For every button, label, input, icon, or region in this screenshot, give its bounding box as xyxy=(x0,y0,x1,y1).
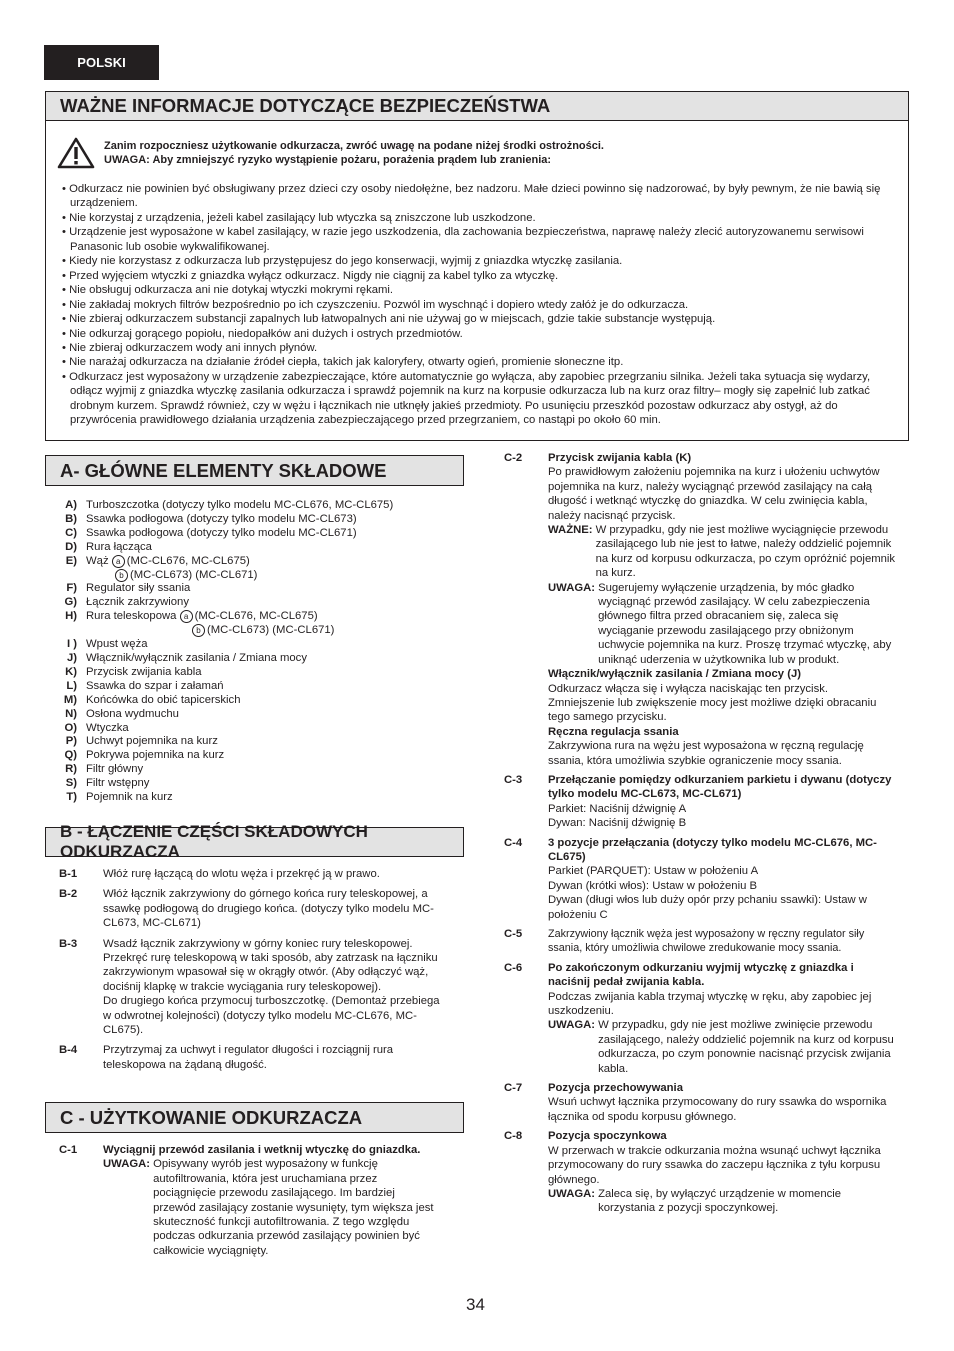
manual-text: Zakrzywiona rura na wężu jest wyposażona w ręczną regulację ssania, która umożliwia szybkie ograniczenie mocy ssania. xyxy=(548,740,864,767)
part-name: Ssawka podłogowa (dotyczy tylko modelu MC-CL673) xyxy=(86,512,357,525)
tube-variant-a: (MC-CL676, MC-CL675) xyxy=(194,610,318,623)
list-item xyxy=(60,582,393,596)
list-item xyxy=(60,638,393,652)
note-key: UWAGA: xyxy=(548,581,596,594)
circle-b-icon: b xyxy=(192,624,205,637)
safety-warning xyxy=(104,139,604,167)
part-letter: P) xyxy=(65,735,77,748)
list-item xyxy=(60,555,393,569)
step-label: C-3 xyxy=(504,773,523,786)
part-letter: G) xyxy=(64,596,77,609)
part-name: Rura łącząca xyxy=(86,540,152,553)
part-name: Włącznik/wyłącznik zasilania / Zmiana mocy xyxy=(86,651,307,664)
step-text: W przerwach w trakcie odkurzania można wsunąć uchwyt łącznika przymocowany do rury ssawka do zaczepu łącznika z tyłu korpusu głównego. xyxy=(548,1144,881,1186)
safety-bullet: • Nie narażaj odkurzacza na działanie źródeł ciepła, takich jak kaloryfery, otwarty ogień, promienie słoneczne itp. xyxy=(62,356,624,369)
list-item xyxy=(60,541,393,555)
part-letter: K) xyxy=(65,665,77,678)
hose-variant-b: (MC-CL673) (MC-CL671) xyxy=(130,568,258,581)
safety-bullet: • Nie zbieraj odkurzaczem substancji zapalnych lub łatwopalnych ani nie używaj go w miejscach, gdzie takie substancje występują. xyxy=(62,313,716,326)
warning-line-2: UWAGA: Aby zmniejszyć ryzyko wystąpienie pożaru, porażenia prądem lub zranienia: xyxy=(104,154,552,166)
step-label: C-5 xyxy=(504,928,523,940)
step-label: B-2 xyxy=(59,888,78,901)
part-name: Ssawka podłogowa (dotyczy tylko modelu MC-CL671) xyxy=(86,526,357,539)
step-important xyxy=(548,523,896,581)
step-heading: Przycisk zwijania kabla (K) xyxy=(548,452,692,464)
part-name: Turboszczotka (dotyczy tylko modelu MC-CL676, MC-CL675) xyxy=(86,499,394,511)
list-item xyxy=(60,527,393,541)
note-key: UWAGA: xyxy=(548,1187,596,1200)
circle-b-icon: b xyxy=(115,569,128,582)
part-name: Rura teleskopowa xyxy=(86,610,177,623)
safety-bullet: • Odkurzacz nie powinien być obsługiwany przez dzieci czy osoby niedołężne, bez nadzoru. Małe dzieci powinno się nadzorować, by były pewnym, że nie bawią się urządzeniem. xyxy=(62,183,881,210)
language-tab: POLSKI xyxy=(44,45,159,80)
important-text: W przypadku, gdy nie jest możliwe wyciągnięcie przewodu zasilającego lub nie jest to łatwe, należy oddzielić pojemnik na kurz od korpusu odkurzacza, po czym opróżnić pojemnik na kurz. xyxy=(595,524,896,580)
list-item xyxy=(60,666,393,680)
list-item xyxy=(60,749,393,763)
list-item xyxy=(60,777,393,791)
step-line: Parkiet: Naciśnij dźwignię A xyxy=(548,802,687,815)
step-c5 xyxy=(504,927,896,956)
important-key: WAŻNE: xyxy=(548,524,593,537)
step-label: B-3 xyxy=(59,937,78,950)
list-item xyxy=(60,722,393,736)
step-label: C-2 xyxy=(504,452,523,464)
safety-bullet: • Urządzenie jest wyposażone w kabel zasilający, w razie jego uszkodzenia, dla zachowania bezpieczeństwa, naprawę należy zlecić autoryzowanemu serwisowi Panasonic lub osobie wykwalifikowanej. xyxy=(62,226,864,253)
step-c3 xyxy=(504,773,896,831)
part-name: Wąż xyxy=(86,554,109,567)
part-name: Regulator siły ssania xyxy=(86,582,191,595)
step-line: Dywan (długi włos lub duży opór przy pchaniu ssawki): Ustaw w położeniu C xyxy=(548,894,867,921)
part-letter: F) xyxy=(66,582,77,595)
step-heading: Wyciągnij przewód zasilania i wetknij wtyczkę do gniazdka. xyxy=(103,1144,421,1156)
safety-title: WAŻNE INFORMACJE DOTYCZĄCE BEZPIECZEŃSTWA xyxy=(45,91,909,121)
list-item xyxy=(60,708,393,722)
step-label: C-7 xyxy=(504,1082,523,1095)
step-text xyxy=(103,937,441,1038)
part-letter: E) xyxy=(65,554,77,567)
part-letter: B) xyxy=(65,512,77,525)
safety-bullet: • Nie odkurzaj gorącego popiołu, niedopałków ani dużych i ostrych przedmiotów. xyxy=(62,327,463,340)
part-letter: J) xyxy=(66,651,77,664)
step-text: Zakrzywiony łącznik węża jest wyposażony w ręczny regulator siły ssania, który umożliwia chwilowe zredukowanie mocy ssania. xyxy=(548,928,865,955)
step-heading: Przełączanie pomiędzy odkurzaniem parkietu i dywanu (dotyczy tylko modelu MC-CL673, MC-CL671) xyxy=(548,773,892,801)
part-letter: D) xyxy=(65,540,77,553)
part-name: Wtyczka xyxy=(86,721,129,734)
list-item xyxy=(60,569,393,583)
step-heading: 3 pozycje przełączania (dotyczy tylko modelu MC-CL676, MC-CL675) xyxy=(548,836,877,863)
section-c-title: C - UŻYTKOWANIE ODKURZACZA xyxy=(45,1102,464,1133)
step-heading: Pozycja spoczynkowa xyxy=(548,1130,667,1143)
part-letter: Q) xyxy=(64,749,77,762)
step-note xyxy=(548,1018,896,1076)
step-c2 xyxy=(504,451,896,768)
parts-list xyxy=(60,499,393,805)
step-text: Podczas zwijania kabla trzymaj wtyczkę w ręku, aby zapobiec jej uszkodzeniu. xyxy=(548,990,872,1018)
part-letter: N) xyxy=(65,707,77,720)
part-name: Przycisk zwijania kabla xyxy=(86,665,202,678)
circle-a-icon: a xyxy=(112,555,125,568)
list-item xyxy=(60,763,393,777)
part-letter: I ) xyxy=(66,638,77,651)
part-name: Wpust węża xyxy=(86,638,148,651)
step-label: C-8 xyxy=(504,1130,523,1143)
step-c7 xyxy=(504,1081,896,1124)
step-c1 xyxy=(59,1143,439,1258)
safety-bullet: • Kiedy nie korzystasz z odkurzacza lub przystępujesz do jego konserwacji, wyjmij z gniazdka wtyczkę zasilania. xyxy=(62,255,623,268)
page-number: 34 xyxy=(466,1295,485,1314)
part-name: Osłona wydmuchu xyxy=(86,707,179,720)
safety-bullets xyxy=(62,182,892,428)
list-item xyxy=(60,694,393,708)
part-letter: R) xyxy=(65,763,77,776)
part-name: Pojemnik na kurz xyxy=(86,791,173,804)
step-line: Dywan: Naciśnij dźwignię B xyxy=(548,817,687,830)
list-item xyxy=(60,596,393,610)
note-text: W przypadku, gdy nie jest możliwe zwinięcie przewodu zasilającego, należy oddzielić pojemnik na kurz od korpusu odkurzacza, po czym ponownie nacisnąć przycisk zwijania kabla. xyxy=(598,1019,894,1075)
part-letter: M) xyxy=(63,693,77,706)
step-line: Parkiet (PARQUET): Ustaw w położeniu A xyxy=(548,865,759,878)
step-b2 xyxy=(59,887,441,930)
note-text: Sugerujemy wyłączenie urządzenia, by móc gładko wyciągnąć przewód zasilający. W celu zabezpieczenia głównego filtra przed obracaniem się, zaleca się wyciąganie przewodu zasilającego przy obniżonym uchwycie pojemnika na kurz. Proszę trzymać wtyczkę, aby uniknąć uderzenia w użytkownika lub w produkt. xyxy=(598,581,892,666)
part-name: Filtr główny xyxy=(86,763,144,776)
step-b3-part2: Do drugiego końca przymocuj turboszczotkę. (Demontaż przebiega w odwrotnej kolejności) (dotyczy tylko modelu MC-CL676, MC-CL675). xyxy=(103,995,440,1037)
safety-bullet: • Nie korzystaj z urządzenia, jeżeli kabel zasilający lub wtyczka są zniszczone lub uszkodzone. xyxy=(62,211,536,224)
list-item xyxy=(60,735,393,749)
part-name: Pokrywa pojemnika na kurz xyxy=(86,749,225,762)
step-heading: Po zakończonym odkurzaniu wyjmij wtyczkę z gniazdka i naciśnij pedał zwijania kabla. xyxy=(548,961,854,989)
part-name: Ssawka do szpar i załamań xyxy=(86,679,224,692)
safety-bullet: • Nie zakładaj mokrych filtrów bezpośrednio po ich czyszczeniu. Pozwól im wyschnąć i dopiero wtedy załóż je do odkurzacza. xyxy=(62,298,689,311)
section-a-title: A- GŁÓWNE ELEMENTY SKŁADOWE xyxy=(45,455,464,486)
step-label: C-1 xyxy=(59,1144,78,1156)
list-item xyxy=(60,791,393,805)
safety-bullet: • Nie zbieraj odkurzaczem wody ani innych płynów. xyxy=(62,341,318,354)
switch-heading: Włącznik/wyłącznik zasilania / Zmiana mocy (J) xyxy=(548,668,802,681)
step-c8 xyxy=(504,1129,896,1215)
step-label: C-6 xyxy=(504,961,523,974)
part-letter: A) xyxy=(65,499,77,511)
list-item xyxy=(60,610,393,624)
part-letter: C) xyxy=(65,526,77,539)
step-text: Włóż łącznik zakrzywiony do górnego końca rury teleskopowej, a ssawkę podłogową do drugiego końca. (dotyczy tylko modelu MC-CL673, MC-CL671) xyxy=(103,888,434,930)
switch-text: Odkurzacz włącza się i wyłącza naciskając ten przycisk. Zmniejszenie lub zwiększenie mocy jest możliwe dzięki obracaniu tego samego przycisku. xyxy=(548,682,877,724)
step-text: Po prawidłowym założeniu pojemnika na kurz i ułożeniu uchwytów pojemnika na kurz, należy wyciągnąć przewód zasilający na całą długość i wetknąć wtyczkę do gniazdka. W celu zwinięcia kabla, należy nacisnąć przycisk. xyxy=(548,466,880,522)
step-b1 xyxy=(59,867,441,881)
note-key: UWAGA: xyxy=(103,1158,151,1171)
manual-heading: Ręczna regulacja ssania xyxy=(548,725,679,738)
part-letter: H) xyxy=(65,610,77,623)
section-c-right xyxy=(504,451,896,1216)
list-item xyxy=(60,499,393,513)
list-item xyxy=(60,652,393,666)
step-text: Włóż rurę łączącą do wlotu węża i przekręć ją w prawo. xyxy=(103,868,380,880)
step-b3-part1: Wsadź łącznik zakrzywiony w górny koniec rury teleskopowej. Przekręć rurę teleskopową w taki sposób, aby zatrzask na łączniku zakrzywionym wpasował się w okrągły otwór. (Aby odłączyć wąż, dociśnij klapkę w trakcie wyciągania rury teleskopowej). xyxy=(103,937,438,993)
part-letter: O) xyxy=(64,721,77,734)
tube-variant-b: (MC-CL673) (MC-CL671) xyxy=(207,624,335,637)
list-item xyxy=(60,624,393,638)
list-item xyxy=(60,680,393,694)
step-note xyxy=(103,1157,439,1258)
step-b3 xyxy=(59,937,441,1038)
circle-a-icon: a xyxy=(180,610,193,623)
section-b-title: B - ŁĄCZENIE CZĘŚCI SKŁADOWYCH ODKURZACZA xyxy=(45,827,464,857)
part-name: Uchwyt pojemnika na kurz xyxy=(86,735,218,748)
step-c4 xyxy=(504,836,896,922)
part-letter: L) xyxy=(66,679,77,692)
step-text: Wsuń uchwyt łącznika przymocowany do rury ssawka do wspornika łącznika od spodu korpusu głównego. xyxy=(548,1096,887,1123)
note-key: UWAGA: xyxy=(548,1019,596,1032)
step-text: Przytrzymaj za uchwyt i regulator długości i rozciągnij rura teleskopowa na żądaną długość. xyxy=(103,1044,394,1071)
step-note xyxy=(548,1187,896,1216)
part-name: Końcówka do obić tapicerskich xyxy=(86,693,241,706)
step-b4 xyxy=(59,1043,441,1072)
list-item xyxy=(60,513,393,527)
note-text: Opisywany wyrób jest wyposażony w funkcję autofiltrowania, która jest uruchamiana przez pociągnięcie przewodu zasilającego. Im bardziej przewód zasilający zostanie wysunięty, tym większa jest skuteczność funkcji autofiltrowania. Z tego względu podczas odkurzania przewód zasilający powinien być całkowicie wyciągnięty. xyxy=(153,1158,434,1257)
step-note xyxy=(548,581,896,667)
hose-variant-a: (MC-CL676, MC-CL675) xyxy=(126,554,250,567)
section-b-steps xyxy=(59,867,441,1072)
step-label: B-4 xyxy=(59,1044,78,1057)
warning-triangle-icon xyxy=(57,137,95,169)
safety-bullet: • Przed wyjęciem wtyczki z gniazdka wyłącz odkurzacz. Nigdy nie ciągnij za kabel tylko za wtyczkę. xyxy=(62,269,559,282)
step-line: Dywan (krótki włos): Ustaw w położeniu B xyxy=(548,879,758,892)
step-label: C-4 xyxy=(504,836,523,849)
safety-bullet: • Odkurzacz jest wyposażony w urządzenie zabezpieczające, które automatycznie go wyłącza, aby zapobiec przegrzaniu silnika. Jeżeli taka sytuacja się wydarzy, odłącz wyjmij z gniazdka wtyczkę zasilania odkurzacza i sprawdź pojemnik na kurz na korpusie odkurzacza lub na kurz oraz filtry– mogły się zapełnić lub zatkać drobnym kurzem. Sprawdź również, czy w wężu i łącznikach nie utknęły jakieś przedmioty. Po usunięciu przeszkód pozostaw odkurzacz aby ostygł, aż do przywrócenia prawidłowego działania urządzenia zabezpieczającego przed przegrzaniem, co nastąpi po około 60 min. xyxy=(62,370,871,427)
step-heading: Pozycja przechowywania xyxy=(548,1082,683,1095)
warning-line-1: Zanim rozpoczniesz użytkowanie odkurzacza, zwróć uwagę na podane niżej środki ostrożności. xyxy=(104,140,604,152)
part-name: Filtr wstępny xyxy=(86,777,150,790)
safety-bullet: • Nie obsługuj odkurzacza ani nie dotykaj wtyczki mokrymi rękami. xyxy=(62,284,394,297)
note-text: Zaleca się, by wyłączyć urządzenie w momencie korzystania z pozycji spoczynkowej. xyxy=(598,1187,842,1215)
step-label: B-1 xyxy=(59,868,78,880)
part-letter: S) xyxy=(65,777,77,790)
step-c6 xyxy=(504,961,896,1076)
part-name: Łącznik zakrzywiony xyxy=(86,596,189,609)
part-letter: T) xyxy=(66,791,77,804)
